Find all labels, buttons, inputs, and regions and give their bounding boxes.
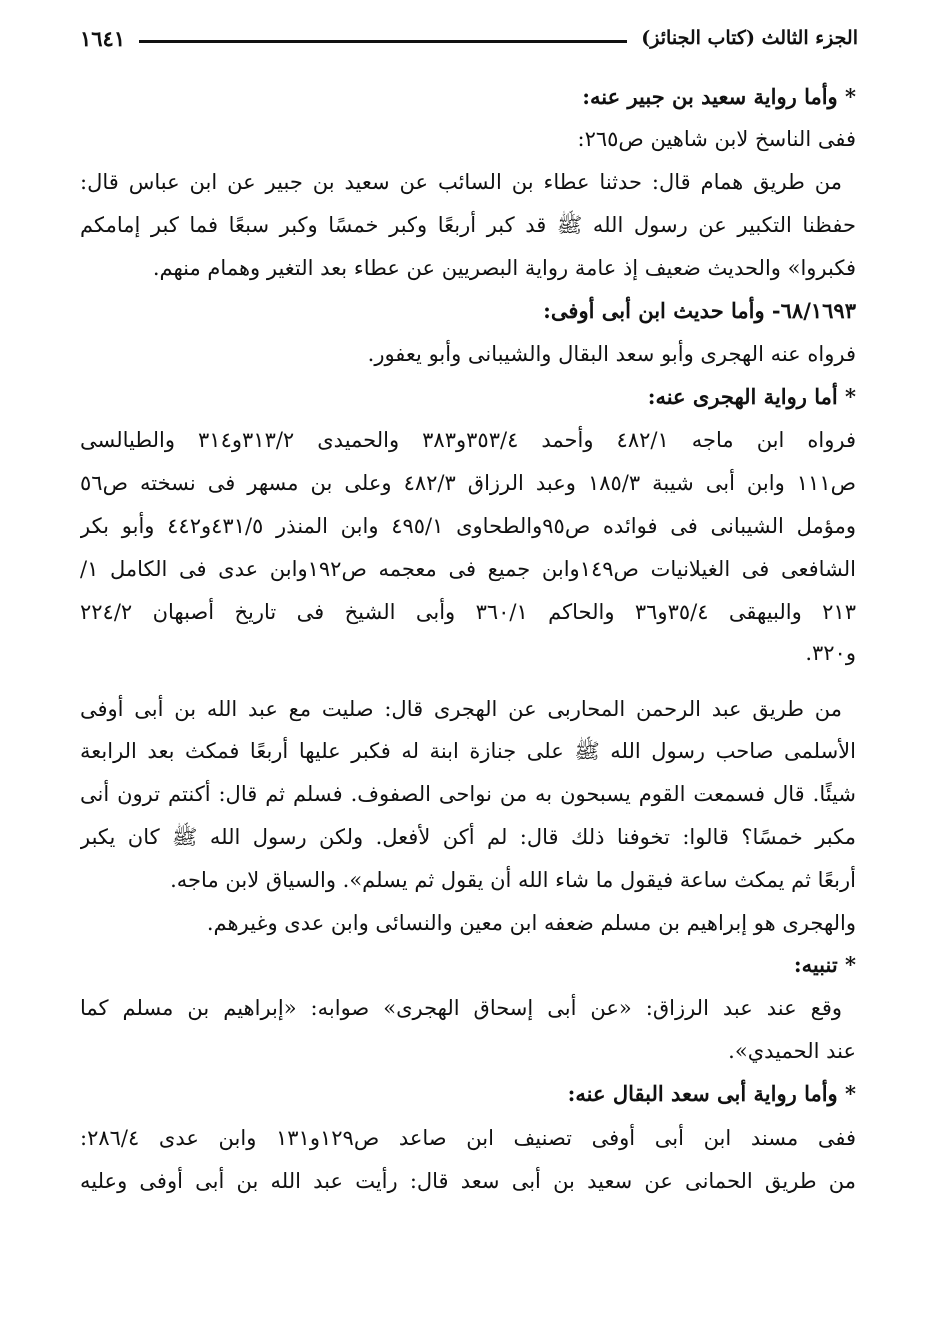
text-line: مكبر خمسًا؟ قالوا: تخوفنا ذلك قال: لم أكن لأفعل. ولكن رسول الله ﷺ كان يكبر	[80, 825, 856, 849]
text-line: الشافعى فى الغيلانيات ص١٤٩وابن جميع فى معجمه ص١٩٢وابن عدى فى الكامل ١/	[80, 557, 856, 581]
section-heading: * أما رواية الهجرى عنه:	[647, 384, 856, 409]
text-line: فرواه عنه الهجرى وأبو سعد البقال والشيبانى وأبو يعفور.	[367, 342, 856, 366]
text-line: ص١١١ وابن أبى شيبة ١٨٥/٣ وعبد الرزاق ٤٨٢/٣ وعلى بن مسهر فى نسخته ص٥٦	[80, 471, 856, 495]
hadith-heading: ٦٨/١٦٩٣- وأما حديث ابن أبى أوفى:	[543, 298, 856, 323]
text-line: و٣٢٠.	[805, 641, 856, 665]
page-header	[80, 18, 858, 58]
text-line: شيئًا. قال فسمعت القوم يسبحون به من نواحى الصفوف. فسلم ثم قال: أكنتم ترون أنى	[80, 782, 856, 806]
text-line: أربعًا ثم يمكث ساعة فيقول ما شاء الله أن يقول ثم يسلم». والسياق لابن ماجه.	[170, 868, 856, 892]
note-heading: * تنبيه:	[793, 952, 856, 977]
text-line: الأسلمى صاحب رسول الله ﷺ على جنازة ابنة له فكبر عليها أربعًا فمكث بعد الرابعة	[80, 739, 856, 763]
text-line: فكبروا» والحديث ضعيف إذ عامة رواية البصريين عن عطاء بعد التغير وهمام منهم.	[152, 256, 856, 280]
text-line: ومؤمل الشيبانى فى فوائده ص٩٥والطحاوى ٤٩٥/١ وابن المنذر ٤٣١/٥و٤٤٢ وأبو بكر	[80, 514, 856, 538]
text-line: ٢١٣ والبيهقى ٣٥/٤و٣٦ والحاكم ٣٦٠/١ وأبى الشيخ فى تاريخ أصبهان ٢٢٤/٢	[80, 600, 856, 624]
section-heading: * وأما رواية سعيد بن جبير عنه:	[582, 84, 856, 109]
text-line: وقع عند عبد الرزاق: «عن أبى إسحاق الهجرى» صوابه: «إبراهيم بن مسلم كما	[80, 996, 842, 1020]
running-title: الجزء الثالث (كتاب الجنائز)	[641, 27, 858, 49]
text-line: ففى مسند ابن أبى أوفى تصنيف ابن صاعد ص١٢٩و١٣١ وابن عدى ٢٨٦/٤:	[80, 1126, 856, 1150]
text-line: عند الحميدي».	[728, 1039, 856, 1063]
text-line: ففى الناسخ لابن شاهين ص٢٦٥:	[577, 127, 856, 151]
text-line: من طريق الحمانى عن سعيد بن أبى سعد قال: رأيت عبد الله بن أبى أوفى وعليه	[80, 1169, 856, 1193]
page-number: ١٦٤١	[80, 25, 126, 51]
header-rule	[139, 40, 627, 43]
text-line: من طريق عبد الرحمن المحاربى عن الهجرى قال: صليت مع عبد الله بن أبى أوفى	[80, 697, 842, 721]
text-line: حفظنا التكبير عن رسول الله ﷺ قد كبر أربعًا وكبر خمسًا وكبر سبعًا فما كبر إمامكم	[80, 213, 856, 237]
text-line: فرواه ابن ماجه ٤٨٢/١ وأحمد ٣٥٣/٤و٣٨٣ والحميدى ٣١٣/٢و٣١٤ والطيالسى	[80, 428, 856, 452]
section-heading: * وأما رواية أبى سعد البقال عنه:	[567, 1081, 856, 1106]
text-line: والهجرى هو إبراهيم بن مسلم ضعفه ابن معين والنسائى وابن عدى وغيرهم.	[206, 911, 856, 935]
text-line: من طريق همام قال: حدثنا عطاء بن السائب عن سعيد بن جبير عن ابن عباس قال:	[80, 170, 842, 194]
